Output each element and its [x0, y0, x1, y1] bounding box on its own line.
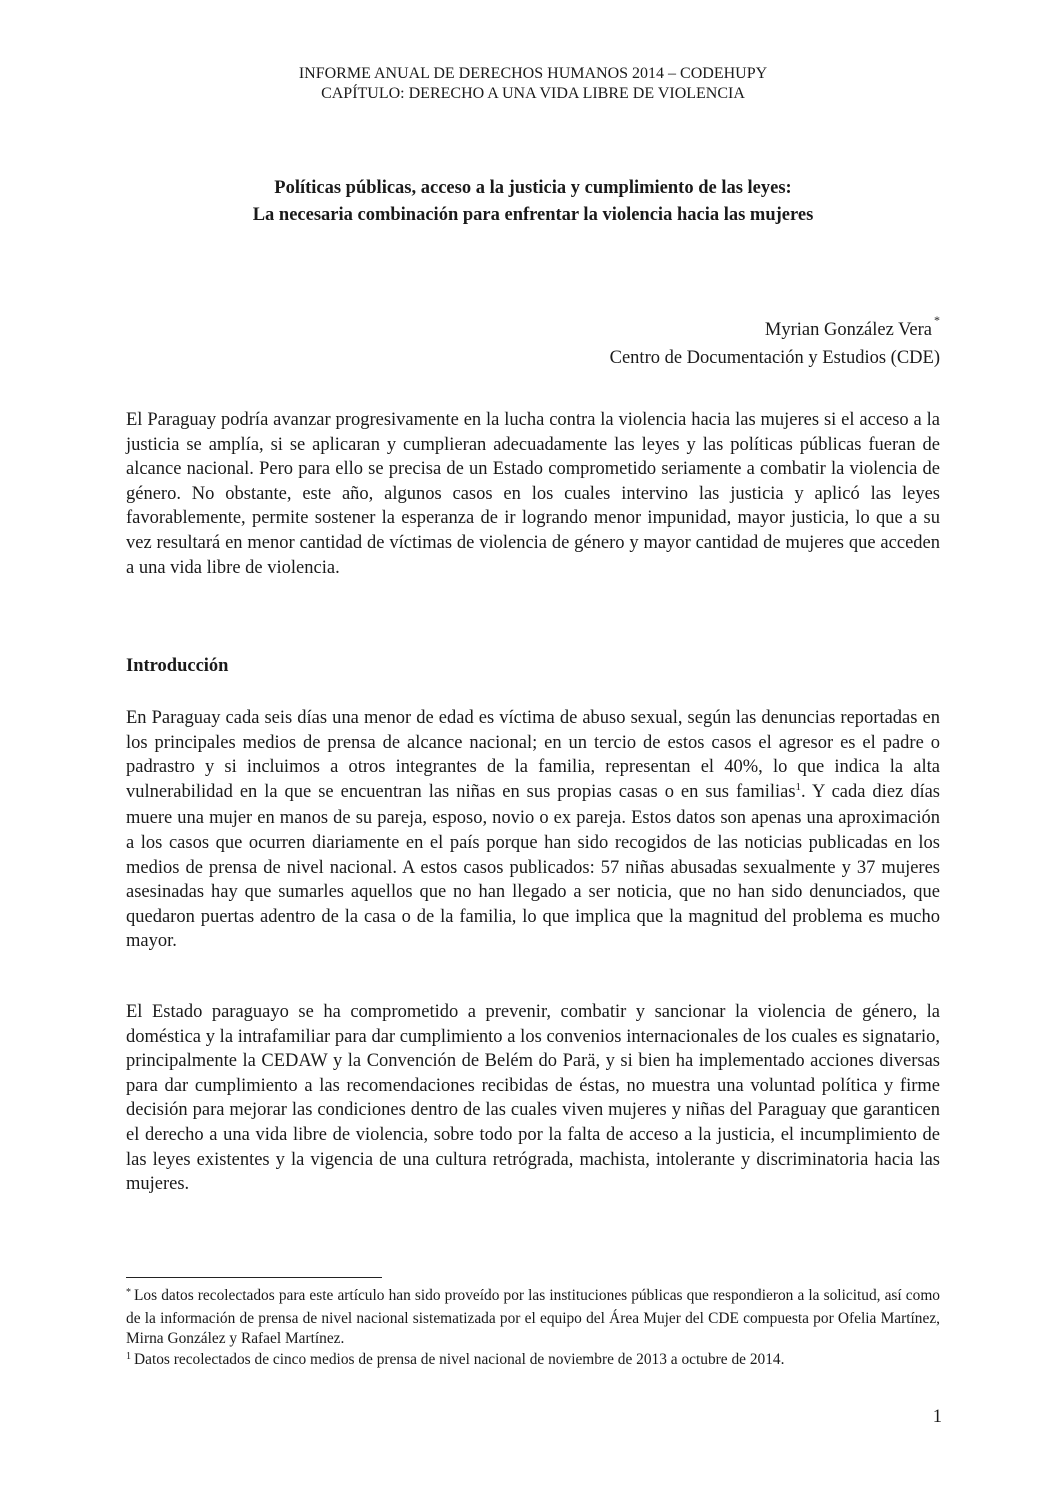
author-footnote-marker: * — [934, 313, 940, 327]
footnote-author — [126, 1286, 940, 1350]
page-number: 1 — [932, 1407, 942, 1427]
author-name: Myrian González Vera — [764, 320, 932, 341]
running-header — [126, 64, 940, 104]
paragraph-text: En Paraguay cada seis días una menor de edad es víctima de abuso sexual, según las denuncias reportadas en los principales medios de prensa de alcance nacional; en un tercio de estos casos el agresor es el padre o padrastro y si incluimos a otros integrantes de la familia, representan el 40%, lo que indica la alta vulnerabilidad en la que se encuentran las niñas en sus propias casas o en sus familias — [126, 708, 940, 802]
paragraph-text: . Y cada diez días muere una mujer en manos de su pareja, esposo, novio o ex pareja. Estos datos son apenas una aproximación a los casos que ocurren diariamente en el país porque han sido recogidos de las noticias publicadas en los medios de prensa de nivel nacional. A estos casos publicados: 57 niñas abusadas sexualmente y 37 mujeres asesinadas hay que sumarles aquellos que no han llegado a ser noticia, que no han sido denunciados, que quedaron puertas adentro de la casa o de la familia, lo que implica que la magnitud del problema es mucho mayor. — [126, 781, 941, 952]
author-name-line — [610, 310, 940, 344]
article-title-line2: La necesaria combinación para enfrentar la violencia hacia las mujeres — [252, 205, 814, 225]
footnote-reference-1: 1 — [795, 780, 802, 793]
footnote-text: Datos recolectados de cinco medios de prensa de nivel nacional de noviembre de 2013 a octubre de 2014. — [134, 1350, 785, 1368]
footnote-mark: 1 — [126, 1350, 131, 1362]
article-title-line1: Políticas públicas, acceso a la justicia y cumplimiento de las leyes: — [274, 178, 792, 198]
author-block — [610, 310, 940, 372]
author-affiliation: Centro de Documentación y Estudios (CDE) — [609, 348, 940, 369]
footnotes — [126, 1286, 940, 1372]
introduction-paragraph-2: El Estado paraguayo se ha comprometido a prevenir, combatir y sancionar la violencia de género, la doméstica y la intrafamiliar para dar cumplimiento a los convenios internacionales de los cuales es signatario, principalmente la CEDAW y la Convención de Belém do Parä, y si bien ha implementado acciones diversas para dar cumplimiento a las recomendaciones recibidas de éstas, no muestra una voluntad política y firme decisión para mejorar las condiciones dentro de las cuales viven mujeres y niñas del Paraguay que garanticen el derecho a una vida libre de violencia, sobre todo por la falta de acceso a la justicia, el incumplimiento de las leyes existentes y la vigencia de una cultura retrógrada, machista, intolerante y discriminatoria hacia las mujeres. — [126, 1002, 940, 1195]
introduction-paragraph-1 — [126, 706, 940, 954]
header-chapter-title: CAPÍTULO: DERECHO A UNA VIDA LIBRE DE VIOLENCIA — [321, 85, 745, 102]
abstract-paragraph: El Paraguay podría avanzar progresivamente en la lucha contra la violencia hacia las mujeres si el acceso a la justicia se amplía, si se aplicaran y cumplieran adecuadamente las leyes y las políticas públicas fueran de alcance nacional. Pero para ello se precisa de un Estado comprometido seriamente a combatir la violencia de género. No obstante, este año, algunos casos en los cuales intervino las justicia y aplicó las leyes favorablemente, permite sostener la esperanza de ir logrando menor impunidad, mayor justicia, lo que a su vez resultará en menor cantidad de víctimas de violencia de género y mayor cantidad de mujeres que acceden a una vida libre de violencia. — [126, 410, 940, 578]
header-report-title: INFORME ANUAL DE DERECHOS HUMANOS 2014 – CODEHUPY — [298, 65, 768, 82]
section-heading-introduccion: Introducción — [126, 656, 229, 676]
article-title — [126, 175, 940, 229]
footnote-text: Los datos recolectados para este artículo han sido proveído por las instituciones públicas que respondieron a la solicitud, así como de la información de prensa de nivel nacional sistematizada por el equipo del Área Mujer del CDE compuesta por Ofelia Martínez, Mirna González y Rafael Martínez. — [126, 1287, 940, 1347]
footnote-separator — [126, 1277, 382, 1278]
footnote-mark: * — [126, 1287, 131, 1298]
footnote-1 — [126, 1350, 940, 1373]
